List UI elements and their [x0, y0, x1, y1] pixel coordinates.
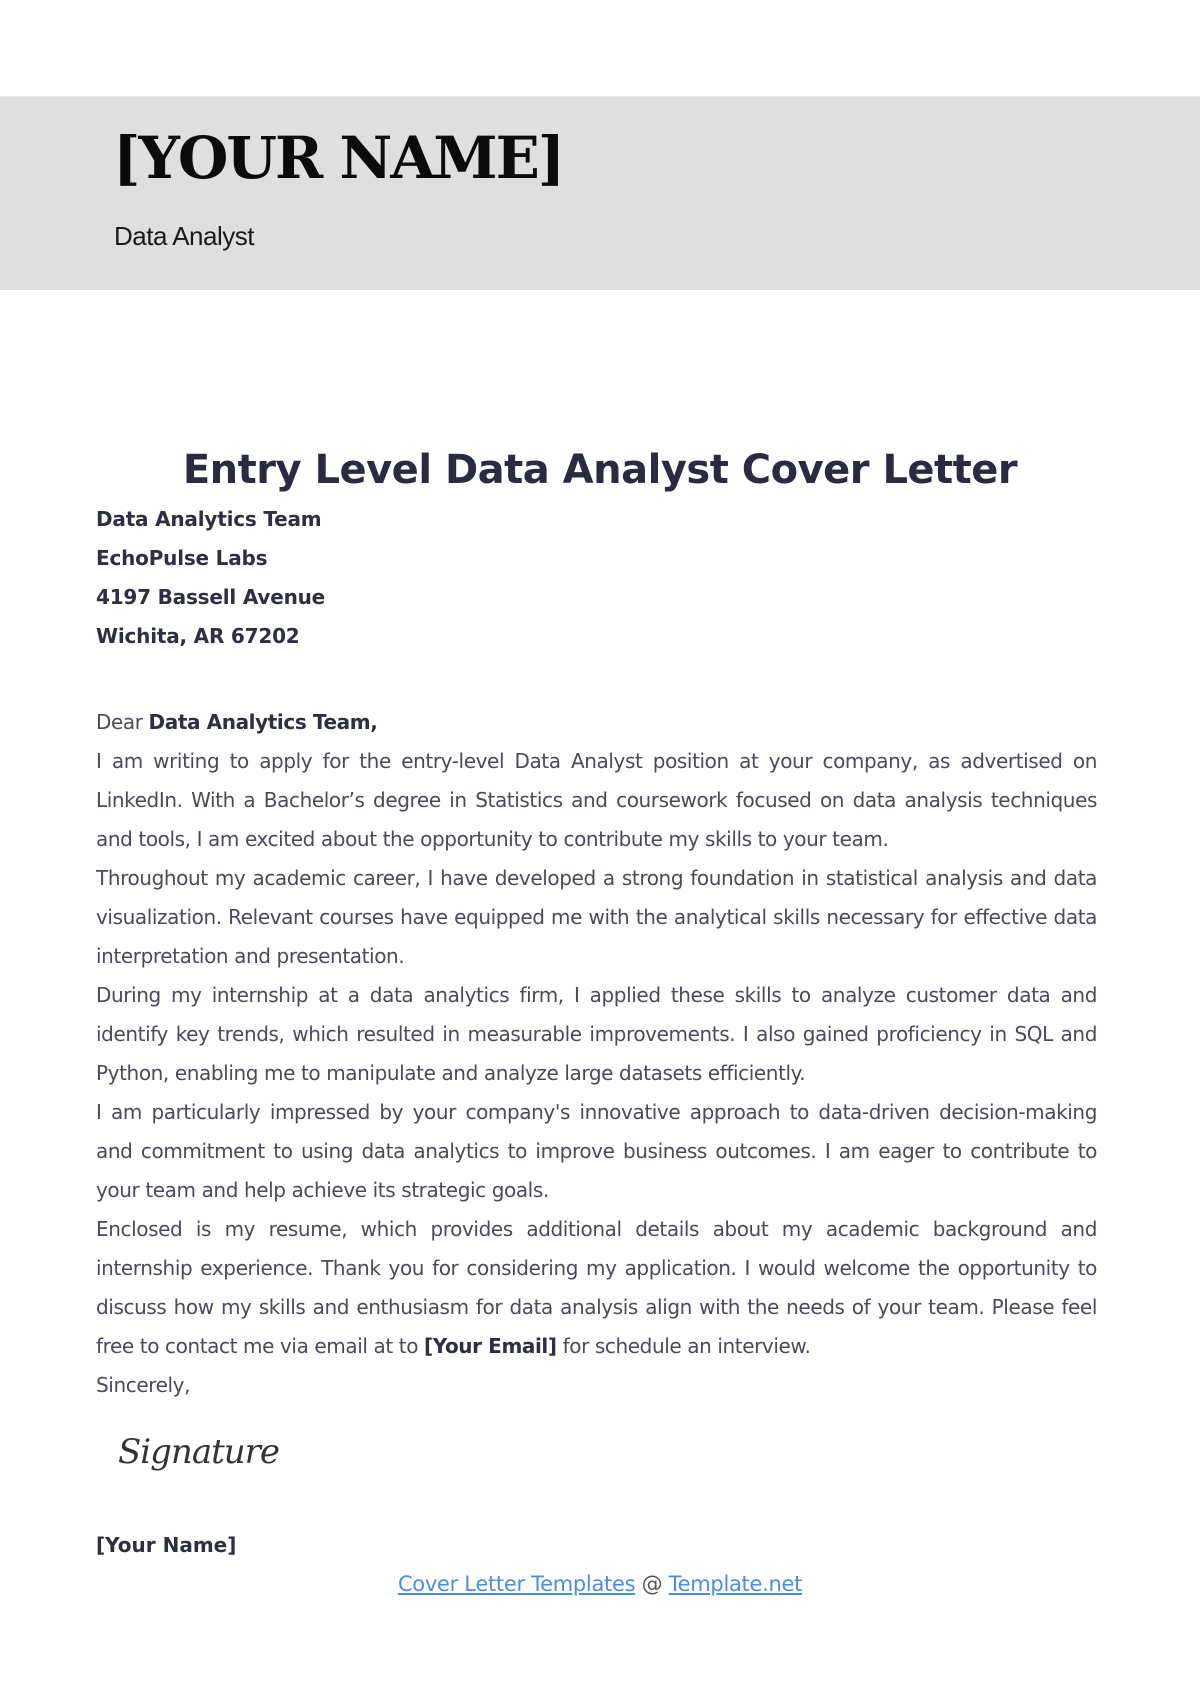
body-paragraph: Throughout my academic career, I have developed a strong foundation in statistical analysis and data visualization. Relevant courses have equipped me with the analytical skills necessary for effective data interpretation and presentation.: [96, 866, 1097, 968]
email-placeholder: [Your Email]: [423, 1334, 557, 1358]
recipient-address: [96, 500, 325, 656]
template-net-link[interactable]: Template.net: [668, 1572, 803, 1596]
address-line: 4197 Bassell Avenue: [96, 585, 326, 609]
footer-separator: @: [635, 1572, 669, 1596]
address-line: EchoPulse Labs: [96, 546, 268, 570]
applicant-name: [YOUR NAME]: [113, 124, 564, 192]
cover-letter-templates-link[interactable]: Cover Letter Templates: [397, 1572, 636, 1596]
applicant-role: Data Analyst: [114, 221, 254, 251]
header-band: [0, 96, 1200, 290]
closing-text-end: for schedule an interview.: [556, 1334, 811, 1358]
body-paragraph: I am writing to apply for the entry-level Data Analyst position at your company, as advertised on LinkedIn. With a Bachelor’s degree in Statistics and coursework focused on data analysis techniques and tools, I am excited about the opportunity to contribute my skills to your team.: [96, 749, 1097, 851]
footer-attribution: [0, 1572, 1200, 1596]
letter-body: [96, 703, 1097, 1405]
sign-off: Sincerely,: [96, 1373, 191, 1397]
address-line: Wichita, AR 67202: [96, 624, 300, 648]
address-line: Data Analytics Team: [96, 507, 322, 531]
body-paragraph: During my internship at a data analytics firm, I applied these skills to analyze customer data and identify key trends, which resulted in measurable improvements. I also gained proficiency in SQL and Python, enabling me to manipulate and analyze large datasets efficiently.: [96, 983, 1097, 1085]
salutation: [96, 703, 1097, 742]
document-title: Entry Level Data Analyst Cover Letter: [182, 447, 1018, 493]
signer-name: [Your Name]: [96, 1533, 237, 1557]
closing-paragraph: [96, 1210, 1097, 1366]
signature-image: Signature: [118, 1432, 280, 1472]
salutation-recipient: Data Analytics Team,: [148, 710, 378, 734]
closing-text: Enclosed is my resume, which provides additional details about my academic background and internship experience. Thank you for considering my application. I would welcome the opportunity to discuss how my skills and enthusiasm for data analysis align with the needs of your team. Please feel free to contact me via email at to: [96, 1217, 1097, 1358]
salutation-prefix: Dear: [96, 710, 149, 734]
body-paragraph: I am particularly impressed by your company's innovative approach to data-driven decision-making and commitment to using data analytics to improve business outcomes. I am eager to contribute to your team and help achieve its strategic goals.: [96, 1100, 1097, 1202]
